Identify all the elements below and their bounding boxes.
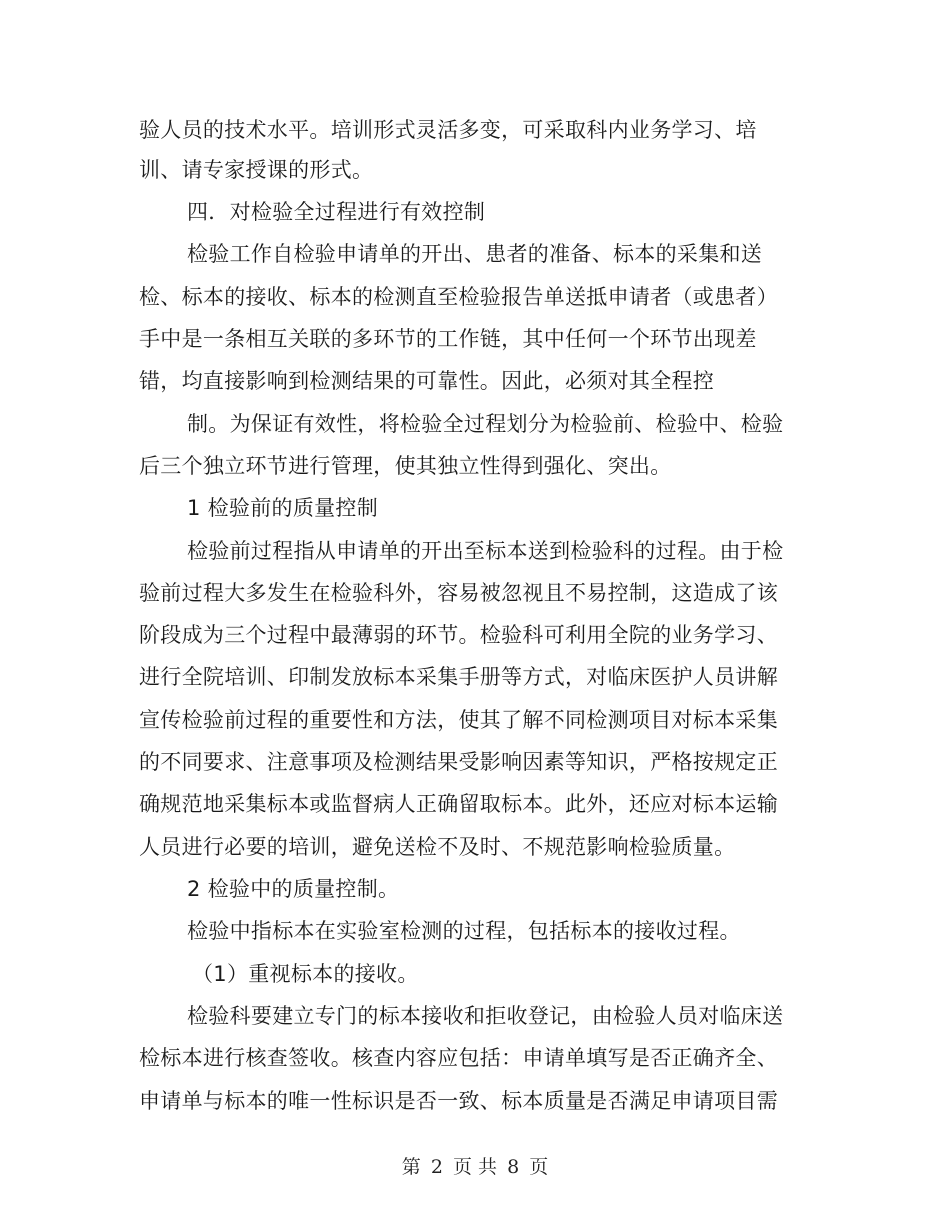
subsection-heading: 1 检验前的质量控制 [187, 496, 379, 520]
text-line: 阶段成为三个过程中最薄弱的环节。检验科可利用全院的业务学习、 [139, 623, 778, 647]
text-line: 检验工作自检验申请单的开出、患者的准备、标本的采集和送 [187, 242, 763, 266]
text-line: 制。为保证有效性，将检验全过程划分为检验前、检验中、检验 [187, 412, 784, 436]
text-line: 检、标本的接收、标本的检测直至检验报告单送抵申请者（或患者） [139, 285, 778, 309]
text-line: 训、请专家授课的形式。 [139, 158, 374, 182]
text-line: 手中是一条相互关联的多环节的工作链，其中任何一个环节出现差 [139, 327, 757, 351]
subsection-heading: 2 检验中的质量控制。 [187, 877, 400, 901]
text-line: 错，均直接影响到检测结果的可靠性。因此，必须对其全程控 [139, 369, 715, 393]
text-line: 验前过程大多发生在检验科外，容易被忽视且不易控制，这造成了该 [139, 581, 778, 605]
text-line: 检验科要建立专门的标本接收和拒收登记，由检验人员对临床送 [187, 1004, 784, 1028]
footer-prefix: 第 [401, 1156, 421, 1178]
text-line: 检验中指标本在实验室检测的过程，包括标本的接收过程。 [187, 919, 741, 943]
text-line: 后三个独立环节进行管理，使其独立性得到强化、突出。 [139, 454, 672, 478]
total-page-count: 8 [507, 1156, 520, 1178]
text-line: 进行全院培训、印制发放标本采集手册等方式，对临床医护人员讲解 [139, 665, 778, 689]
text-line: 宣传检验前过程的重要性和方法，使其了解不同检测项目对标本采集 [139, 708, 778, 732]
text-line: 人员进行必要的培训，避免送检不及时、不规范影响检验质量。 [139, 835, 736, 859]
page-footer [0, 1152, 950, 1179]
text-line: 检验前过程指从申请单的开出至标本送到检验科的过程。由于检 [187, 539, 784, 563]
footer-mid: 页 共 [452, 1156, 498, 1178]
item-heading: （1）重视标本的接收。 [192, 962, 419, 986]
section-heading: 四．对检验全过程进行有效控制 [187, 200, 486, 224]
text-line: 申请单与标本的唯一性标识是否一致、标本质量是否满足申请项目需 [139, 1089, 778, 1113]
text-line: 检标本进行核查签收。核查内容应包括：申请单填写是否正确齐全、 [139, 1046, 778, 1070]
text-line: 确规范地采集标本或监督病人正确留取标本。此外，还应对标本运输 [139, 792, 778, 816]
footer-suffix: 页 [529, 1156, 549, 1178]
current-page-number: 2 [430, 1156, 443, 1178]
text-line: 验人员的技术水平。培训形式灵活多变，可采取科内业务学习、培 [139, 118, 757, 142]
text-line: 的不同要求、注意事项及检测结果受影响因素等知识，严格按规定正 [139, 750, 778, 774]
